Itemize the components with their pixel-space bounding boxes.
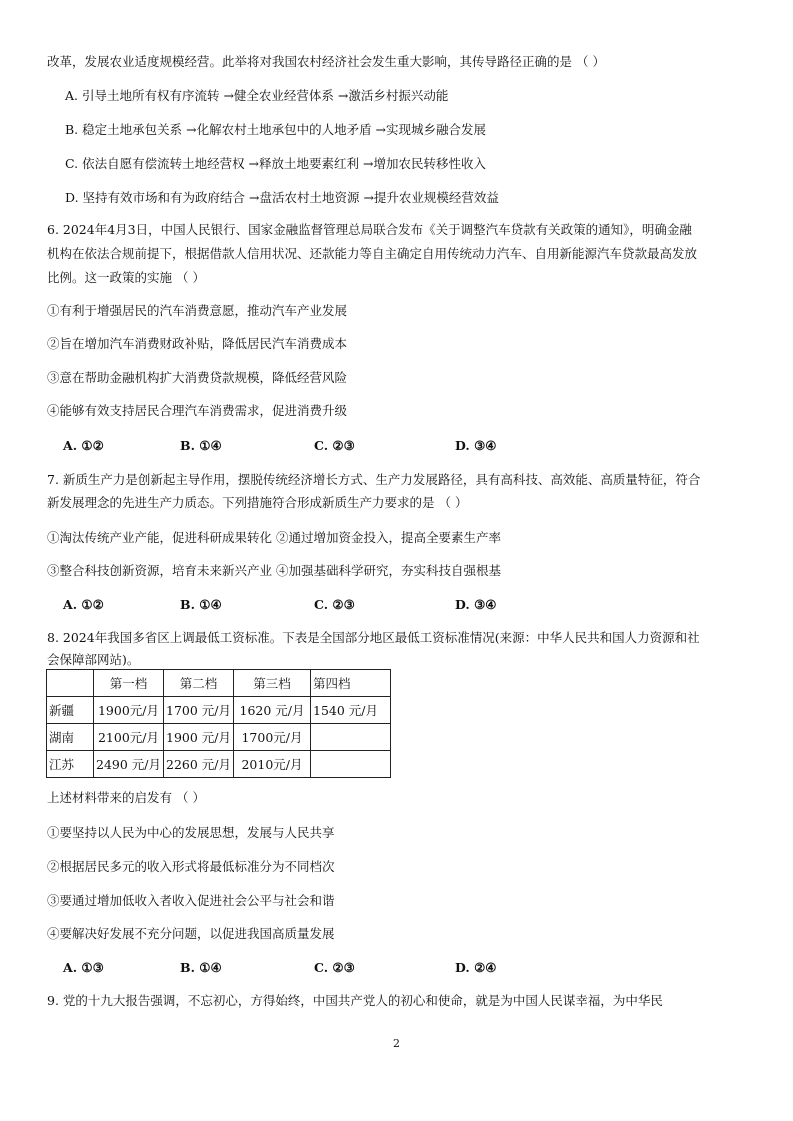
q8-statement-4: ④要解决好发展不充分问题，以促进我国高质量发展 xyxy=(47,926,335,941)
q8-statement-2: ②根据居民多元的收入形式将最低标准分为不同档次 xyxy=(47,859,335,874)
q7-statement-2: ③整合科技创新资源，培育未来新兴产业 ④加强基础科学研究，夯实科技自强根基 xyxy=(47,563,501,578)
table-row xyxy=(47,724,391,751)
table-cell: 1700元/月 xyxy=(234,724,311,751)
q6-statement-1: ①有利于增强居民的汽车消费意愿，推动汽车产业发展 xyxy=(47,303,348,318)
q5-option-c: C. 依法自愿有偿流转土地经营权 →释放土地要素红利 →增加农民转移性收入 xyxy=(65,156,486,171)
table-cell: 1900元/月 xyxy=(94,697,164,724)
q8-statement-1: ①要坚持以人民为中心的发展思想，发展与人民共享 xyxy=(47,825,335,840)
table-header-row xyxy=(47,670,391,697)
table-cell: 1540 元/月 xyxy=(311,697,391,724)
table-cell: 2490 元/月 xyxy=(94,751,164,778)
q8-choices xyxy=(63,960,583,976)
q8-stem-line-2: 会保障部网站)。 xyxy=(47,652,140,667)
table-header-cell: 第四档 xyxy=(311,670,391,697)
table-header-cell xyxy=(47,670,94,697)
q5-option-b: B. 稳定土地承包关系 →化解农村土地承包中的人地矛盾 →实现城乡融合发展 xyxy=(65,122,487,137)
table-row xyxy=(47,697,391,724)
table-cell: 2010元/月 xyxy=(234,751,311,778)
q9-stem: 9. 党的十九大报告强调，不忘初心，方得始终，中国共产党人的初心和使命，就是为中国人民谋幸福，为中华民 xyxy=(47,993,663,1008)
q8-choice-a: A. ①③ xyxy=(63,960,104,975)
q7-stem-line-2: 新发展理念的先进生产力质态。下列措施符合形成新质生产力要求的是 （ ） xyxy=(47,495,468,510)
q8-choice-b: B. ①④ xyxy=(180,960,222,975)
table-cell: 2100元/月 xyxy=(94,724,164,751)
table-cell: 新疆 xyxy=(47,697,94,724)
page-number: 2 xyxy=(393,1037,400,1050)
table-cell xyxy=(311,751,391,778)
wage-table xyxy=(46,669,391,778)
table-cell xyxy=(311,724,391,751)
q5-stem: 改革，发展农业适度规模经营。此举将对我国农村经济社会发生重大影响，其传导路径正确的是 （ ） xyxy=(47,54,605,69)
q5-option-a: A. 引导土地所有权有序流转 →健全农业经营体系 →激活乡村振兴动能 xyxy=(65,88,449,103)
table-row xyxy=(47,751,391,778)
table-cell: 江苏 xyxy=(47,751,94,778)
q7-stem-line-1: 7. 新质生产力是创新起主导作用，摆脱传统经济增长方式、生产力发展路径，具有高科技、高效能、高质量特征，符合 xyxy=(47,472,701,487)
q6-choice-d: D. ③④ xyxy=(455,438,497,453)
q7-choice-a: A. ①② xyxy=(63,597,104,612)
q6-stem-line-2: 机构在依法合规前提下，根据借款人信用状况、还款能力等自主确定自用传统动力汽车、自用新能源汽车贷款最高发放 xyxy=(47,246,698,261)
q6-choice-a: A. ①② xyxy=(63,438,104,453)
q6-choices xyxy=(63,438,583,454)
q7-choice-d: D. ③④ xyxy=(455,597,497,612)
table-cell: 1620 元/月 xyxy=(234,697,311,724)
table-header-cell: 第一档 xyxy=(94,670,164,697)
table-cell: 1700 元/月 xyxy=(164,697,234,724)
q6-statement-3: ③意在帮助金融机构扩大消费贷款规模，降低经营风险 xyxy=(47,370,348,385)
q8-choice-d: D. ②④ xyxy=(455,960,497,975)
q6-stem-line-3: 比例。这一政策的实施 （ ） xyxy=(47,270,205,285)
table-header-cell: 第三档 xyxy=(234,670,311,697)
table-cell: 1900 元/月 xyxy=(164,724,234,751)
table-cell: 2260 元/月 xyxy=(164,751,234,778)
q8-statement-3: ③要通过增加低收入者收入促进社会公平与社会和谐 xyxy=(47,893,335,908)
table-cell: 湖南 xyxy=(47,724,94,751)
q7-choice-b: B. ①④ xyxy=(180,597,222,612)
q6-statement-2: ②旨在增加汽车消费财政补贴，降低居民汽车消费成本 xyxy=(47,336,348,351)
q6-statement-4: ④能够有效支持居民合理汽车消费需求，促进消费升级 xyxy=(47,403,348,418)
q7-choices xyxy=(63,597,583,613)
q6-choice-b: B. ①④ xyxy=(180,438,222,453)
q8-choice-c: C. ②③ xyxy=(314,960,355,975)
table-header-cell: 第二档 xyxy=(164,670,234,697)
q7-statement-1: ①淘汰传统产业产能，促进科研成果转化 ②通过增加资金投入，提高全要素生产率 xyxy=(47,530,501,545)
q7-choice-c: C. ②③ xyxy=(314,597,355,612)
q5-option-d: D. 坚持有效市场和有为政府结合 →盘活农村土地资源 →提升农业规模经营效益 xyxy=(65,190,499,205)
q8-stem-line-1: 8. 2024年我国多省区上调最低工资标准。下表是全国部分地区最低工资标准情况(来源：中华人民共和国人力资源和社 xyxy=(47,630,700,645)
q8-question: 上述材料带来的启发有 （ ） xyxy=(47,790,205,805)
q6-stem-line-1: 6. 2024年4月3日，中国人民银行、国家金融监督管理总局联合发布《关于调整汽车贷款有关政策的通知》，明确金融 xyxy=(47,222,692,237)
q6-choice-c: C. ②③ xyxy=(314,438,355,453)
